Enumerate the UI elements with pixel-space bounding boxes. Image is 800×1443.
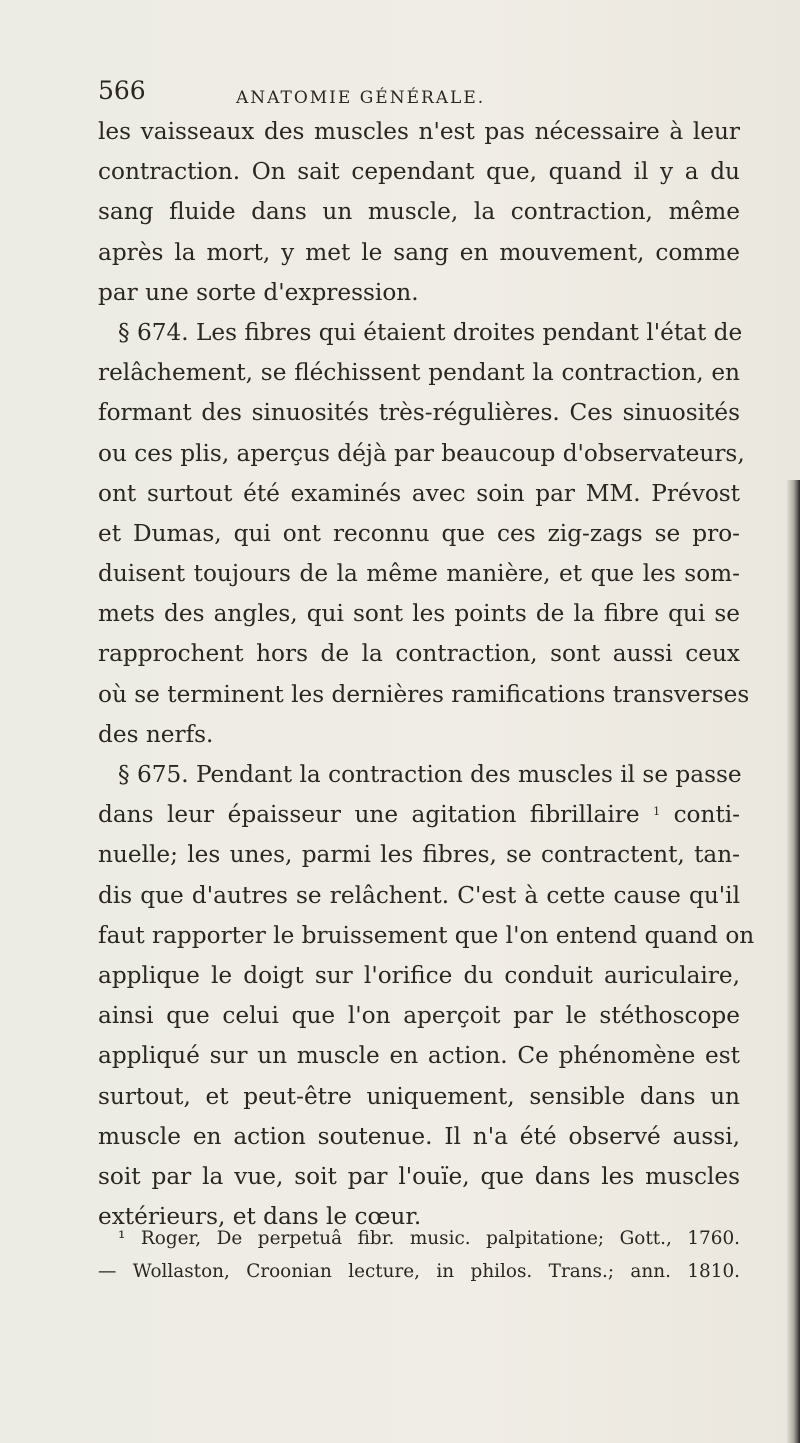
text-line: les vaisseaux des muscles n'est pas nécessaire à leur [98, 118, 740, 145]
text-line: sang fluide dans un muscle, la contraction, même [98, 198, 740, 226]
footnotes [98, 1222, 740, 1288]
page-header [0, 76, 800, 116]
footnote-marker[interactable]: 1 [653, 805, 661, 819]
text-line: relâchement, se fléchissent pendant la contraction, en [98, 359, 740, 387]
text-line: ainsi que celui que l'on aperçoit par le stéthoscope [98, 1002, 740, 1030]
text-line: mets des angles, qui sont les points de la fibre qui se [98, 600, 740, 628]
text-line: muscle en action soutenue. Il n'a été observé aussi, [98, 1122, 740, 1150]
footnote-1: ¹ Roger, De perpetuâ fibr. music. palpitatione; Gott., 1760. [118, 1228, 740, 1249]
page-edge-shadow [786, 480, 800, 1443]
text-line: soit par la vue, soit par l'ouïe, que dans les muscles [98, 1162, 740, 1190]
text-line: faut rapporter le bruissement que l'on entend quand on [98, 921, 755, 949]
running-head: ANATOMIE GÉNÉRALE. [236, 88, 486, 108]
page-number: 566 [98, 76, 146, 105]
body-text [98, 112, 755, 1237]
text-line: duisent toujours de la même manière, et que les som- [98, 560, 740, 588]
text-line: extérieurs, et dans le cœur. [98, 1203, 422, 1231]
text-line: contraction. On sait cependant que, quand il y a du [98, 158, 740, 186]
text-line-with-footnote [98, 795, 740, 835]
text-line: ou ces plis, aperçus déjà par beaucoup d'observateurs, [98, 439, 745, 467]
text-segment: conti- [673, 801, 741, 829]
paragraph-675-start: § 675. Pendant la contraction des muscles il se passe [118, 761, 742, 788]
text-line: par une sorte d'expression. [98, 278, 419, 306]
text-line: appliqué sur un muscle en action. Ce phénomène est [98, 1042, 740, 1070]
text-line: formant des sinuosités très-régulières. Ces sinuosités [98, 399, 740, 427]
text-line: des nerfs. [98, 720, 214, 748]
text-line: après la mort, y met le sang en mouvement, comme [98, 238, 740, 266]
footnote-1-continued: — Wollaston, Croonian lecture, in philos. Trans.; ann. 1810. [98, 1261, 740, 1282]
text-line: et Dumas, qui ont reconnu que ces zig-zags se pro- [98, 519, 740, 547]
text-line: surtout, et peut-être uniquement, sensible dans un [98, 1082, 740, 1110]
text-line: rapprochent hors de la contraction, sont aussi ceux [98, 640, 740, 668]
text-segment: dans leur épaisseur une agitation fibrillaire [98, 801, 640, 829]
text-line: où se terminent les dernières ramifications transverses [98, 680, 750, 708]
text-line: ont surtout été examinés avec soin par MM. Prévost [98, 479, 740, 507]
paragraph-674-start: § 674. Les fibres qui étaient droites pendant l'état de [118, 318, 743, 346]
text-line: applique le doigt sur l'orifice du conduit auriculaire, [98, 961, 740, 989]
text-line: nuelle; les unes, parmi les fibres, se contractent, tan- [98, 841, 740, 869]
text-line: dis que d'autres se relâchent. C'est à cette cause qu'il [98, 881, 740, 909]
